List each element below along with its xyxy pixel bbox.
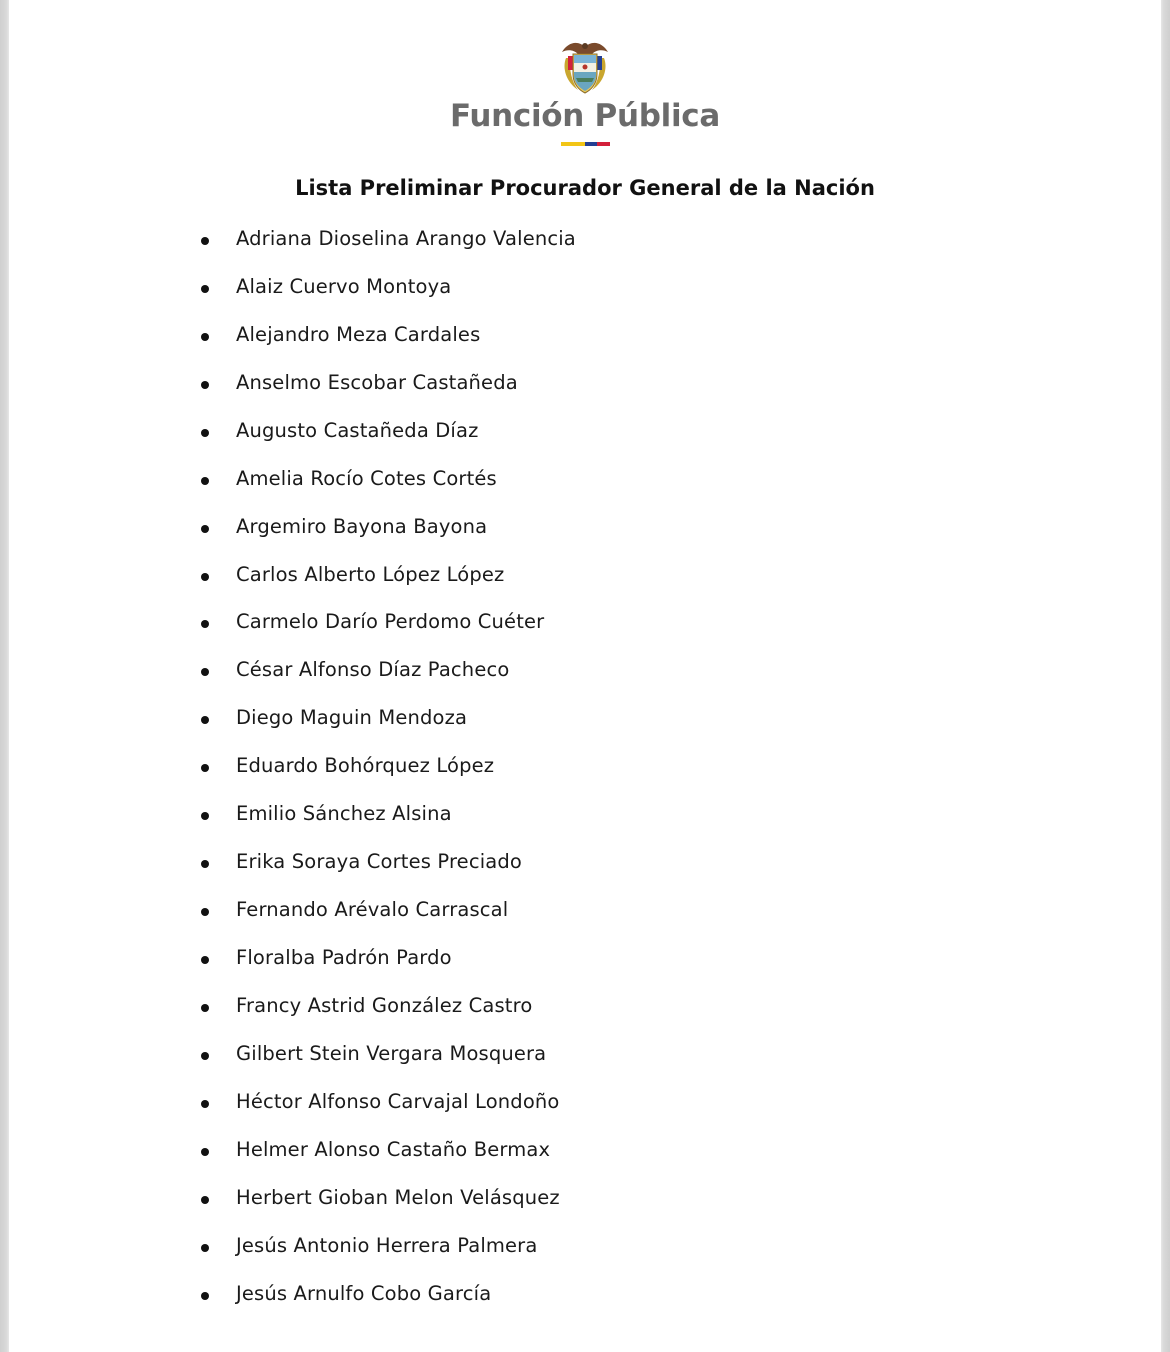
bullet-icon — [201, 860, 209, 868]
list-item — [201, 456, 576, 504]
bullet-icon — [201, 1052, 209, 1060]
list-item — [201, 791, 576, 839]
bullet-icon — [201, 429, 209, 437]
bullet-icon — [201, 716, 209, 724]
bullet-icon — [201, 333, 209, 341]
candidate-name: Anselmo Escobar Castañeda — [236, 370, 518, 394]
document-page — [9, 0, 1161, 1352]
flag-blue — [585, 142, 597, 146]
page-edge-right — [1161, 0, 1170, 1352]
candidate-name: Diego Maguin Mendoza — [236, 706, 468, 730]
flag-color-bar — [561, 142, 610, 146]
candidate-name: Jesús Antonio Herrera Palmera — [236, 1233, 538, 1257]
brand-name: Función Pública — [450, 98, 720, 134]
candidate-name: Carmelo Darío Perdomo Cuéter — [236, 610, 545, 634]
list-item — [201, 1127, 576, 1175]
funcion-publica-logo — [9, 38, 1161, 146]
bullet-icon — [201, 764, 209, 772]
bullet-icon — [201, 237, 209, 245]
list-item — [201, 647, 576, 695]
list-item — [201, 312, 576, 360]
bullet-icon — [201, 908, 209, 916]
candidate-name: Adriana Dioselina Arango Valencia — [236, 226, 576, 250]
candidate-name: Herbert Gioban Melon Velásquez — [236, 1185, 560, 1209]
candidate-name: Eduardo Bohórquez López — [236, 754, 495, 778]
list-item — [201, 1271, 576, 1319]
candidate-name: Argemiro Bayona Bayona — [236, 514, 488, 538]
bullet-icon — [201, 1292, 209, 1300]
candidate-name: Emilio Sánchez Alsina — [236, 802, 452, 826]
candidate-name: Floralba Padrón Pardo — [236, 946, 452, 970]
candidate-name: César Alfonso Díaz Pacheco — [236, 658, 510, 682]
list-item — [201, 264, 576, 312]
bullet-icon — [201, 285, 209, 293]
bullet-icon — [201, 381, 209, 389]
list-item — [201, 216, 576, 264]
list-item — [201, 983, 576, 1031]
bullet-icon — [201, 1244, 209, 1252]
list-item — [201, 1175, 576, 1223]
list-item — [201, 1031, 576, 1079]
bullet-icon — [201, 812, 209, 820]
candidate-name: Erika Soraya Cortes Preciado — [236, 850, 522, 874]
candidate-name: Alejandro Meza Cardales — [236, 322, 481, 346]
list-item — [201, 839, 576, 887]
coat-of-arms-icon — [558, 38, 612, 96]
list-item — [201, 1223, 576, 1271]
bullet-icon — [201, 1196, 209, 1204]
candidate-name: Francy Astrid González Castro — [236, 993, 533, 1017]
list-item — [201, 408, 576, 456]
page-edge-left — [0, 0, 9, 1352]
bullet-icon — [201, 573, 209, 581]
list-item — [201, 504, 576, 552]
candidate-name: Carlos Alberto López López — [236, 562, 505, 586]
candidate-name: Jesús Arnulfo Cobo García — [236, 1281, 492, 1305]
bullet-icon — [201, 1004, 209, 1012]
bullet-icon — [201, 1148, 209, 1156]
list-item — [201, 887, 576, 935]
bullet-icon — [201, 956, 209, 964]
bullet-icon — [201, 477, 209, 485]
candidate-name: Gilbert Stein Vergara Mosquera — [236, 1041, 547, 1065]
candidate-name: Fernando Arévalo Carrascal — [236, 898, 509, 922]
candidate-name: Helmer Alonso Castaño Bermax — [236, 1137, 551, 1161]
bullet-icon — [201, 620, 209, 628]
bullet-icon — [201, 525, 209, 533]
candidate-name: Amelia Rocío Cotes Cortés — [236, 466, 497, 490]
list-item — [201, 743, 576, 791]
document-title: Lista Preliminar Procurador General de la Nación — [295, 176, 875, 200]
candidate-name: Augusto Castañeda Díaz — [236, 418, 479, 442]
candidate-name: Alaiz Cuervo Montoya — [236, 274, 452, 298]
list-item — [201, 935, 576, 983]
flag-red — [597, 142, 610, 146]
list-item — [201, 552, 576, 600]
bullet-icon — [201, 668, 209, 676]
flag-yellow — [561, 142, 585, 146]
list-item — [201, 360, 576, 408]
list-item — [201, 695, 576, 743]
candidate-list — [201, 216, 576, 1319]
list-item — [201, 600, 576, 648]
bullet-icon — [201, 1100, 209, 1108]
list-item — [201, 1079, 576, 1127]
candidate-name: Héctor Alfonso Carvajal Londoño — [236, 1089, 560, 1113]
